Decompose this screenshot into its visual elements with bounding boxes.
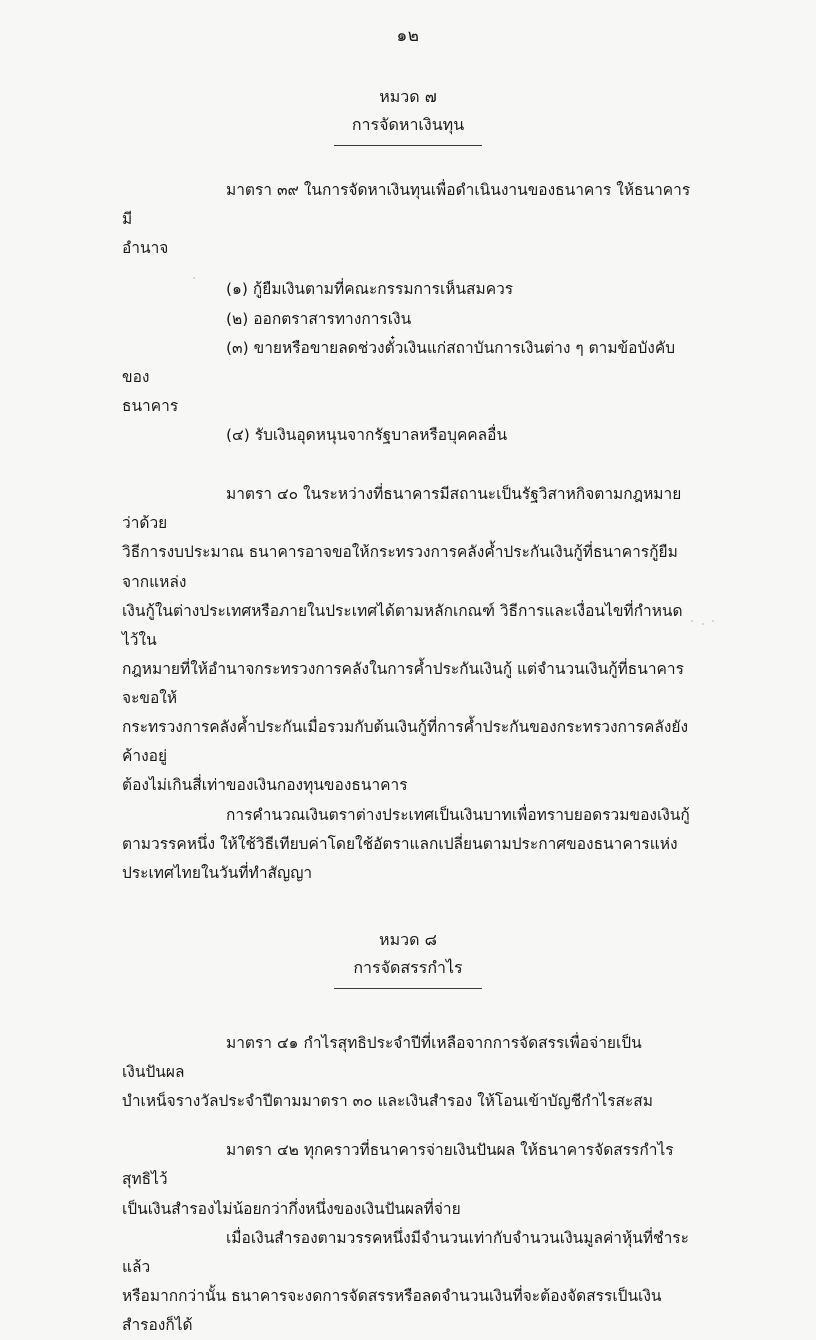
section-40-para1-line2: วิธีการงบประมาณ ธนาคารอาจขอให้กระทรวงการคลังค้ำประกันเงินกู้ที่ธนาคารกู้ยืมจากแหล่ง bbox=[122, 543, 678, 591]
paper-speck bbox=[691, 620, 693, 622]
section-42-para1-line2: เป็นเงินสำรองไม่น้อยกว่ากึ่งหนึ่งของเงินปันผลที่จ่าย bbox=[122, 1199, 461, 1218]
section-40-para1-line6: ต้องไม่เกินสี่เท่าของเงินกองทุนของธนาคาร bbox=[122, 776, 408, 795]
section-40-para2-line2: ตามวรรคหนึ่ง ให้ใช้วิธีเทียบค่าโดยใช้อัตราแลกเปลี่ยนตามประกาศของธนาคารแห่ง bbox=[122, 834, 678, 853]
section-39-lead: มาตรา ๓๙ ในการจัดหาเงินทุนเพื่อดำเนินงานของธนาคาร ให้ธนาคารมี bbox=[122, 181, 691, 229]
section-42-para2-line1: เมื่อเงินสำรองตามวรรคหนึ่งมีจำนวนเท่ากับจำนวนเงินมูลค่าหุ้นที่ชำระแล้ว bbox=[122, 1228, 689, 1276]
section-39-lead-cont: อำนาจ bbox=[122, 239, 169, 258]
document-body-2 bbox=[0, 989, 816, 1340]
section-40-para2-line1: การคำนวณเงินตราต่างประเทศเป็นเงินบาทเพื่อทราบยอดรวมของเงินกู้ bbox=[226, 805, 690, 824]
page-number: ๑๒ bbox=[396, 26, 420, 46]
section-39-item-3-cont: ธนาคาร bbox=[122, 396, 179, 415]
section-41-line2: บำเหน็จรางวัลประจำปีตามมาตรา ๓๐ และเงินสำรอง ให้โอนเข้าบัญชีกำไรสะสม bbox=[122, 1092, 653, 1111]
chapter-7-subtitle: การจัดหาเงินทุน bbox=[351, 115, 465, 134]
paper-speck bbox=[193, 277, 195, 279]
section-39-item-3: (๓) ขายหรือขายลดช่วงตั๋วเงินแก่สถาบันการเงินต่าง ๆ ตามข้อบังคับของ bbox=[122, 338, 676, 386]
section-40-para1-line4: กฎหมายที่ให้อำนาจกระทรวงการคลังในการค้ำประกันเงินกู้ แต่จำนวนเงินกู้ที่ธนาคารจะขอให้ bbox=[122, 659, 684, 707]
section-40-para1-line3: เงินกู้ในต่างประเทศหรือภายในประเทศได้ตามหลักเกณฑ์ วิธีการและเงื่อนไขที่กำหนดไว้ใน bbox=[122, 601, 683, 649]
chapter-8-subtitle: การจัดสรรกำไร bbox=[353, 957, 463, 977]
section-40-para2-line3: ประเทศไทยในวันที่ทำสัญญา bbox=[122, 863, 313, 882]
chapter-8-heading bbox=[0, 926, 816, 989]
chapter-8-title: หมวด ๘ bbox=[379, 929, 437, 949]
paper-speck bbox=[702, 623, 704, 625]
chapter-7-heading bbox=[0, 83, 816, 146]
section-42-para1-line1: มาตรา ๔๒ ทุกคราวที่ธนาคารจ่ายเงินปันผล ให้ธนาคารจัดสรรกำไรสุทธิไว้ bbox=[122, 1141, 674, 1189]
section-39-item-1: (๑) กู้ยืมเงินตามที่คณะกรรมการเห็นสมควร bbox=[226, 280, 514, 299]
document-body bbox=[0, 146, 816, 888]
section-42-para2-line2: หรือมากกว่านั้น ธนาคารจะงดการจัดสรรหรือลดจำนวนเงินที่จะต้องจัดสรรเป็นเงินสำรองก็ได้ bbox=[122, 1286, 662, 1334]
section-40-para1-line1: มาตรา ๔๐ ในระหว่างที่ธนาคารมีสถานะเป็นรัฐวิสาหกิจตามกฎหมายว่าด้วย bbox=[122, 485, 682, 533]
section-41-line1: มาตรา ๔๑ กำไรสุทธิประจำปีที่เหลือจากการจัดสรรเพื่อจ่ายเป็นเงินปันผล bbox=[122, 1033, 642, 1081]
paper-speck bbox=[712, 620, 714, 622]
section-39-item-4: (๔) รับเงินอุดหนุนจากรัฐบาลหรือบุคคลอื่น bbox=[226, 426, 508, 444]
chapter-7-title: หมวด ๗ bbox=[379, 87, 437, 106]
section-39-item-2: (๒) ออกตราสารทางการเงิน bbox=[226, 309, 412, 328]
section-40-para1-line5: กระทรวงการคลังค้ำประกันเมื่อรวมกับต้นเงินกู้ที่การค้ำประกันของกระทรวงการคลังยังค้างอยู่ bbox=[122, 718, 689, 766]
